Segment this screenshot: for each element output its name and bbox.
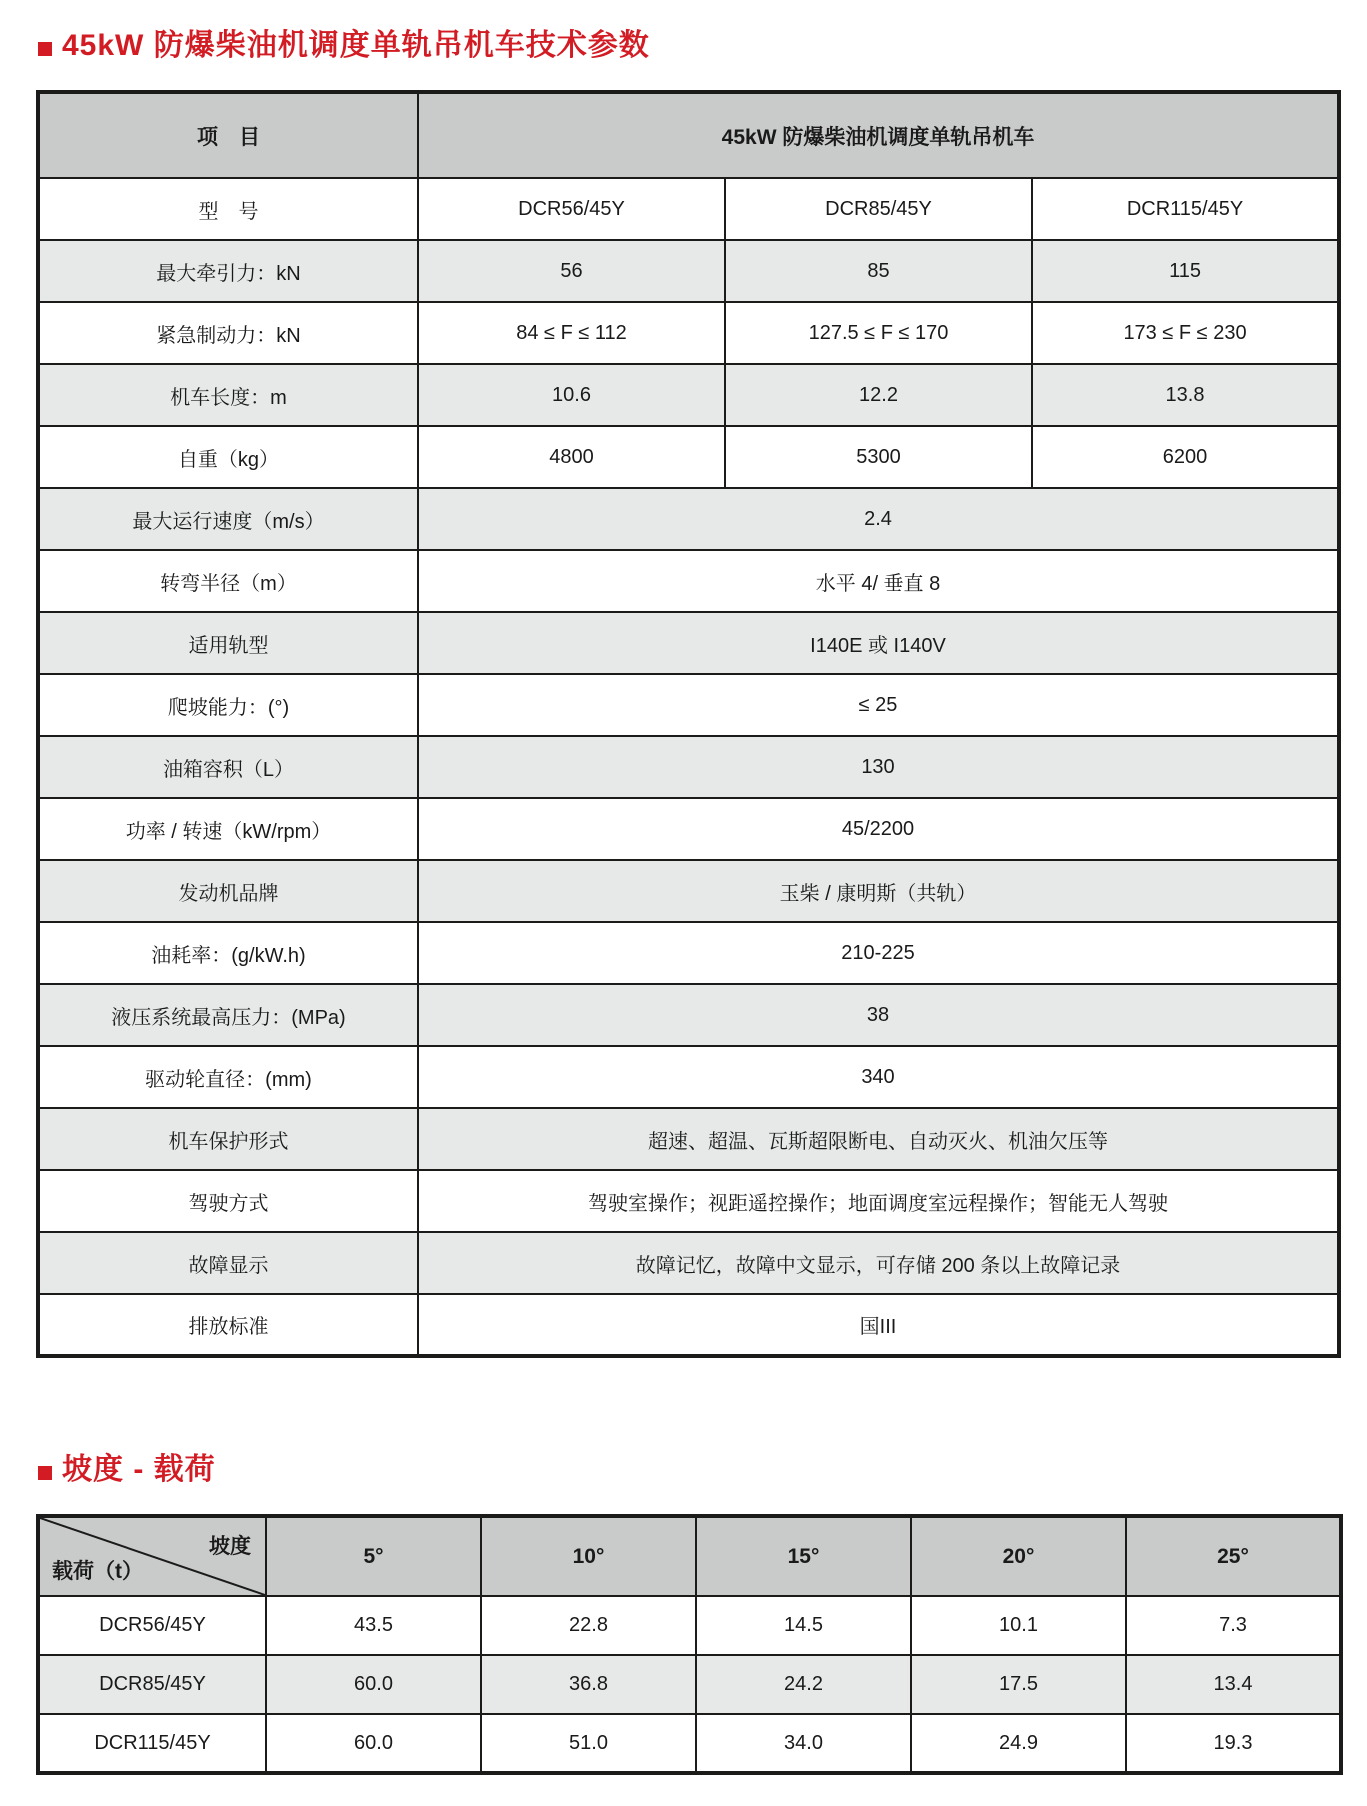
spec-row-label: 最大运行速度（m/s） [38,488,418,550]
table-row [38,1232,1339,1294]
spec-row-label: 油箱容积（L） [38,736,418,798]
bullet-square-icon [38,42,52,56]
load-cell: 24.2 [696,1655,911,1714]
spec-row-label: 转弯半径（m） [38,550,418,612]
spec-cell: 127.5 ≤ F ≤ 170 [725,302,1032,364]
section-title-specs [36,24,1335,68]
spec-cell-span: 210-225 [418,922,1339,984]
spec-cell: 6200 [1032,426,1339,488]
load-cell: 7.3 [1126,1596,1341,1655]
spec-cell: 10.6 [418,364,725,426]
load-col-header: 5° [266,1516,481,1596]
spec-cell: 4800 [418,426,725,488]
section-title-text: 坡度 - 载荷 [62,1453,216,1486]
spec-row-label: 发动机品牌 [38,860,418,922]
page-title: 45kW 防爆柴油机调度单轨吊机车技术参数 [62,29,650,62]
table-row [38,1655,1341,1714]
diagonal-label-load: 载荷（t） [52,1560,143,1583]
table-row [38,984,1339,1046]
spec-cell: 56 [418,240,725,302]
spec-row-label: 爬坡能力：(°) [38,674,418,736]
load-cell: 17.5 [911,1655,1126,1714]
spec-row-label: 驱动轮直径：(mm) [38,1046,418,1108]
table-row [38,1170,1339,1232]
spec-cell: 13.8 [1032,364,1339,426]
table-row [38,860,1339,922]
load-row-model: DCR85/45Y [38,1655,266,1714]
spec-cell: 5300 [725,426,1032,488]
load-row-model: DCR56/45Y [38,1596,266,1655]
load-col-header: 20° [911,1516,1126,1596]
load-cell: 60.0 [266,1655,481,1714]
spec-cell-span: 130 [418,736,1339,798]
load-col-header: 15° [696,1516,911,1596]
table-row [38,488,1339,550]
spec-row-label: 紧急制动力：kN [38,302,418,364]
spec-row-label: 液压系统最高压力：(MPa) [38,984,418,1046]
spec-row-label: 型 号 [38,178,418,240]
spec-cell: 84 ≤ F ≤ 112 [418,302,725,364]
table-row [38,178,1339,240]
load-cell: 51.0 [481,1714,696,1773]
load-col-header: 10° [481,1516,696,1596]
table-row [38,1714,1341,1773]
load-row-model: DCR115/45Y [38,1714,266,1773]
spec-cell-span: 玉柴 / 康明斯（共轨） [418,860,1339,922]
table-row [38,736,1339,798]
table-row [38,302,1339,364]
load-cell: 36.8 [481,1655,696,1714]
spec-row-label: 排放标准 [38,1294,418,1356]
spec-cell: 85 [725,240,1032,302]
table-row [38,798,1339,860]
spec-table [36,90,1341,1358]
load-cell: 19.3 [1126,1714,1341,1773]
spec-cell: DCR115/45Y [1032,178,1339,240]
spec-header-product: 45kW 防爆柴油机调度单轨吊机车 [418,92,1339,178]
spec-row-label: 最大牵引力：kN [38,240,418,302]
load-cell: 43.5 [266,1596,481,1655]
table-row [38,426,1339,488]
spec-cell-span: 超速、超温、瓦斯超限断电、自动灭火、机油欠压等 [418,1108,1339,1170]
spec-cell-span: 驾驶室操作；视距遥控操作；地面调度室远程操作；智能无人驾驶 [418,1170,1339,1232]
spec-row-label: 驾驶方式 [38,1170,418,1232]
spec-row-label: 功率 / 转速（kW/rpm） [38,798,418,860]
table-row [38,240,1339,302]
spec-cell-span: 2.4 [418,488,1339,550]
load-col-header: 25° [1126,1516,1341,1596]
spec-header-row [38,92,1339,178]
diagonal-header-cell [38,1516,266,1596]
spec-row-label: 故障显示 [38,1232,418,1294]
table-row [38,1108,1339,1170]
spec-cell-span: 340 [418,1046,1339,1108]
spec-cell: 173 ≤ F ≤ 230 [1032,302,1339,364]
spec-cell: 12.2 [725,364,1032,426]
table-row [38,1046,1339,1108]
load-cell: 13.4 [1126,1655,1341,1714]
spec-cell-span: 水平 4/ 垂直 8 [418,550,1339,612]
spec-cell-span: 45/2200 [418,798,1339,860]
spec-cell: 115 [1032,240,1339,302]
spec-cell-span: 38 [418,984,1339,1046]
table-row [38,364,1339,426]
table-row [38,612,1339,674]
spec-cell: DCR56/45Y [418,178,725,240]
spec-row-label: 适用轨型 [38,612,418,674]
spec-cell-span: I140E 或 I140V [418,612,1339,674]
table-row [38,550,1339,612]
load-cell: 24.9 [911,1714,1126,1773]
section-title-load [36,1448,1335,1492]
spec-row-label: 自重（kg） [38,426,418,488]
load-cell: 14.5 [696,1596,911,1655]
table-row [38,674,1339,736]
spec-row-label: 机车保护形式 [38,1108,418,1170]
load-header-row [38,1516,1341,1596]
spec-cell-span: ≤ 25 [418,674,1339,736]
spec-cell-span: 故障记忆，故障中文显示，可存储 200 条以上故障记录 [418,1232,1339,1294]
spec-row-label: 机车长度：m [38,364,418,426]
load-table [36,1514,1343,1775]
spec-cell-span: 国III [418,1294,1339,1356]
load-cell: 10.1 [911,1596,1126,1655]
spec-cell: DCR85/45Y [725,178,1032,240]
load-cell: 60.0 [266,1714,481,1773]
spec-row-label: 油耗率：(g/kW.h) [38,922,418,984]
bullet-square-icon [38,1466,52,1480]
table-row [38,1596,1341,1655]
spec-header-item: 项 目 [38,92,418,178]
table-row [38,922,1339,984]
diagonal-label-slope: 坡度 [209,1535,251,1558]
load-cell: 34.0 [696,1714,911,1773]
table-row [38,1294,1339,1356]
load-cell: 22.8 [481,1596,696,1655]
